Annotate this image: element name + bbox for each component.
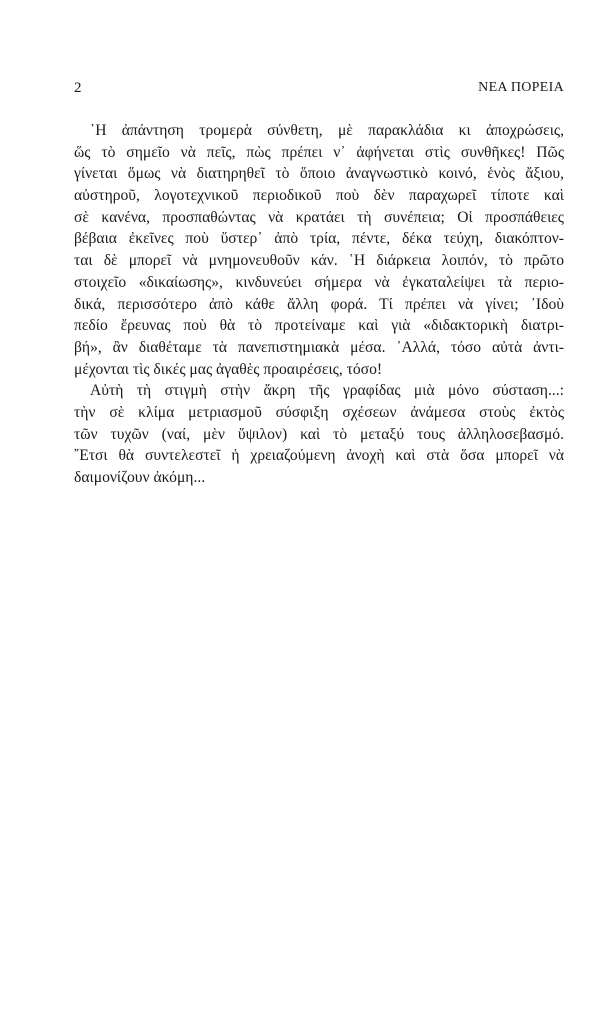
journal-title: ΝΕΑ ΠΟΡΕΙΑ bbox=[478, 80, 564, 95]
text-line: ῎Ετσι θὰ συντελεστεῖ ἡ χρειαζούμενη ἀνοχὴ καὶ στὰ ὅσα μπορεῖ νὰ bbox=[74, 447, 564, 465]
text-line: Αὐτὴ τὴ στιγμὴ στὴν ἄκρη τῆς γραφίδας μιὰ μόνο σύσταση...: bbox=[90, 382, 564, 400]
text-line: μέχονται τὶς δικές μας ἀγαθὲς προαιρέσεις, τόσο! bbox=[74, 360, 383, 378]
page-number: 2 bbox=[74, 80, 82, 96]
text-line: τὴν σὲ κλίμα μετριασμοῦ σύσφιξη σχέσεων ἀνάμεσα στοὺς ἐκτὸς bbox=[74, 403, 564, 421]
text-line: βέβαια ἐκεῖνες ποὺ ὕστερ᾽ ἀπὸ τρία, πέντε, δέκα τεύχη, διακόπτον- bbox=[74, 230, 564, 248]
text-line: στοιχεῖο «δικαίωσης», κινδυνεύει σήμερα νὰ ἐγκαταλείψει τὰ περιο- bbox=[74, 273, 564, 291]
paragraph bbox=[74, 380, 564, 488]
paragraph bbox=[74, 120, 564, 380]
text-line: δικά, περισσότερο ἀπὸ κάθε ἄλλη φορά. Τί πρέπει νὰ γίνει; ᾽Ιδοὺ bbox=[74, 295, 564, 313]
text-line: ὥς τὸ σημεῖο νὰ πεῖς, πὼς πρέπει ν᾽ ἀφήνεται στὶς συνθῆκες! Πῶς bbox=[74, 143, 564, 161]
body-text bbox=[74, 120, 564, 489]
text-line: τῶν τυχῶν (ναί, μὲν ὕψιλον) καὶ τὸ μεταξύ τους ἀλληλοσεβασμό. bbox=[74, 425, 564, 443]
text-line: βή», ἂν διαθέταμε τὰ πανεπιστημιακὰ μέσα. ᾽Αλλά, τόσο αὐτὰ ἀντι- bbox=[74, 338, 564, 356]
text-line: πεδίο ἔρευνας ποὺ θὰ τὸ προτείναμε καὶ γιὰ «διδακτορικὴ διατρι- bbox=[74, 317, 564, 335]
text-line: σὲ κανένα, προσπαθώντας νὰ κρατάει τὴ συνέπεια; Οἱ προσπάθειες bbox=[74, 208, 564, 226]
text-line: ῾Η ἀπάντηση τρομερὰ σύνθετη, μὲ παρακλάδια κι ἀποχρώσεις, bbox=[90, 122, 564, 139]
text-line: αὐστηροῦ, λογοτεχνικοῦ περιοδικοῦ ποὺ δὲν παραχωρεῖ τίποτε καὶ bbox=[74, 187, 564, 205]
text-line: ται δὲ μπορεῖ νὰ μνημονευθοῦν κάν. ῾Η διάρκεια λοιπόν, τὸ πρῶτο bbox=[74, 252, 564, 270]
running-header bbox=[74, 80, 564, 100]
text-line: γίνεται ὅμως νὰ διατηρηθεῖ τὸ ὅποιο ἀναγνωστικὸ κοινό, ἑνὸς ἄξιου, bbox=[74, 165, 564, 183]
text-line: δαιμονίζουν ἀκόμη... bbox=[74, 469, 206, 486]
